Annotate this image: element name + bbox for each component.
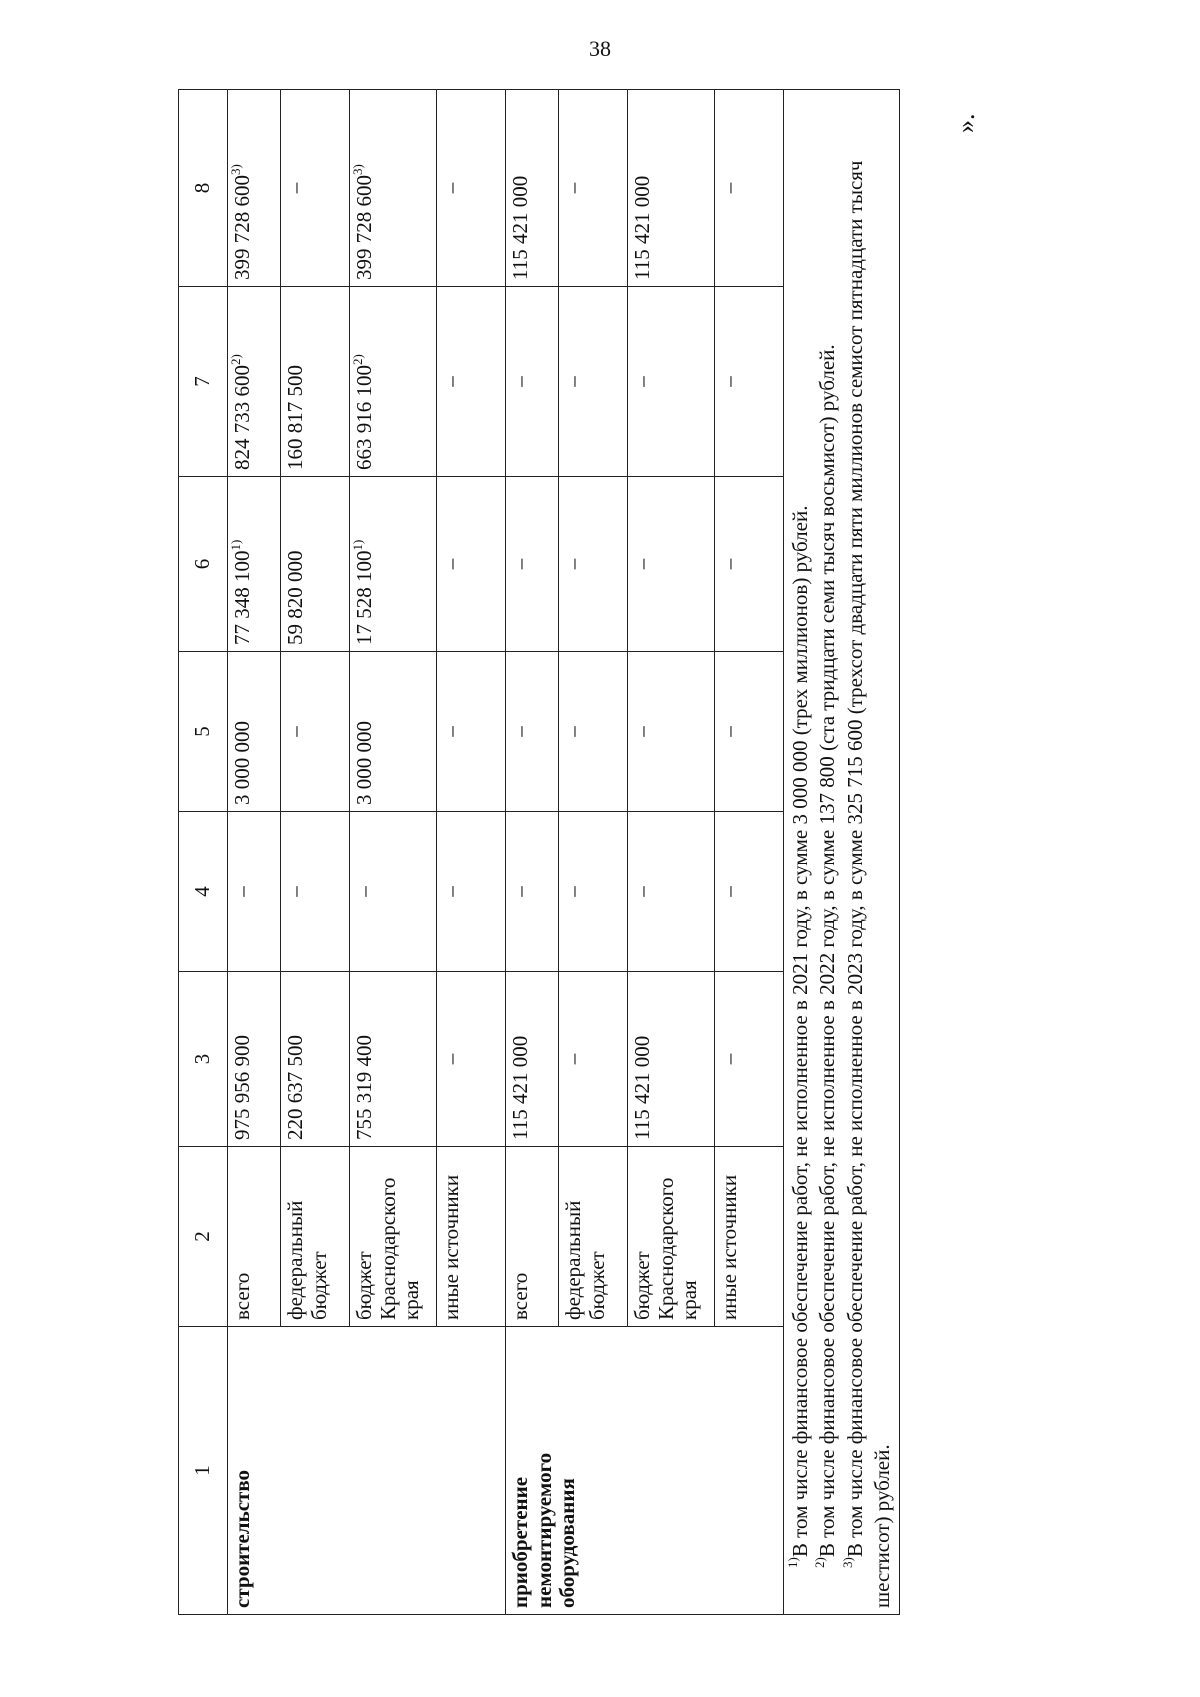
value-cell: 220 637 500: [281, 972, 350, 1147]
value-cell: –: [437, 972, 506, 1147]
value-cell: –: [715, 972, 784, 1147]
footnote-1: $^{1)}$В том числе финансовое обеспечение работ, не исполненное в 2021 году, в сумме 3 000 000 (трех миллионов) рублей.: [785, 505, 812, 1568]
table-row: [506, 90, 559, 1615]
footnote-ref: 3): [228, 164, 243, 175]
source-cell: бюджет Краснодарского края: [628, 1147, 715, 1327]
value-cell: –: [559, 652, 628, 812]
value-cell: –: [559, 812, 628, 972]
financing-table: [178, 89, 900, 1615]
value-cell: –: [506, 477, 559, 652]
value-cell: –: [628, 287, 715, 477]
value-cell: 115 421 000: [506, 972, 559, 1147]
column-header: 1: [179, 1327, 228, 1615]
value-cell: –: [559, 477, 628, 652]
value-cell: –: [437, 287, 506, 477]
value-cell: –: [437, 477, 506, 652]
footnote-ref: 1): [228, 539, 243, 551]
value-cell: –: [437, 812, 506, 972]
value-cell: 3 000 000: [228, 652, 281, 812]
footnote-ref: 2): [350, 354, 365, 365]
footnote-2: $^{2)}$В том числе финансовое обеспечение работ, не исполненное в 2022 году, в сумме 137 800 (ста тридцати семи тысяч восьмисот) рублей.: [812, 344, 840, 1568]
value-cell: 399 728 600$^{3)}$: [350, 90, 437, 287]
value-cell: –: [281, 812, 350, 972]
footnotes-row: [784, 90, 900, 1615]
value-cell: 663 916 100$^{2)}$: [350, 287, 437, 477]
value-cell: 115 421 000: [628, 90, 715, 287]
value-cell: –: [437, 90, 506, 287]
source-cell: федеральный бюджет: [559, 1147, 628, 1327]
column-header: 8: [179, 90, 228, 287]
header-row: [179, 90, 228, 1615]
column-header: 7: [179, 287, 228, 477]
rotated-table-container: [178, 90, 956, 1615]
value-cell: –: [506, 652, 559, 812]
column-header: 6: [179, 477, 228, 652]
source-cell: всего: [506, 1147, 559, 1327]
footnote-ref: 3): [350, 164, 365, 175]
value-cell: 160 817 500: [281, 287, 350, 477]
value-cell: –: [715, 287, 784, 477]
value-cell: –: [228, 812, 281, 972]
value-cell: 3 000 000: [350, 652, 437, 812]
value-cell: –: [715, 90, 784, 287]
value-cell: 115 421 000: [628, 972, 715, 1147]
value-cell: 824 733 600$^{2)}$: [228, 287, 281, 477]
value-cell: 755 319 400: [350, 972, 437, 1147]
value-cell: –: [715, 652, 784, 812]
page-number: 38: [589, 36, 611, 61]
footnote-3: $^{3)}$В том числе финансовое обеспечение работ, не исполненное в 2023 году, в сумме 325 715 600 (трехсот двадцати пяти миллионов семисот пятнадцати тысяч шестисот) рублей.: [839, 160, 894, 1608]
value-cell: –: [715, 812, 784, 972]
footnote-ref: 1): [350, 539, 365, 551]
closing-quote-mark: ».: [951, 113, 980, 133]
source-cell: иные источники: [715, 1147, 784, 1327]
column-header: 4: [179, 812, 228, 972]
value-cell: –: [559, 972, 628, 1147]
value-cell: –: [281, 652, 350, 812]
source-cell: иные источники: [437, 1147, 506, 1327]
value-cell: 59 820 000: [281, 477, 350, 652]
value-cell: 77 348 100$^{1)}$: [228, 477, 281, 652]
footnote-ref: 2): [228, 354, 243, 365]
column-header: 3: [179, 972, 228, 1147]
value-cell: –: [628, 812, 715, 972]
footnotes-cell: [784, 90, 900, 1615]
value-cell: –: [350, 812, 437, 972]
value-cell: –: [628, 477, 715, 652]
column-header: 2: [179, 1147, 228, 1327]
value-cell: –: [559, 90, 628, 287]
source-cell: всего: [228, 1147, 281, 1327]
value-cell: –: [506, 287, 559, 477]
value-cell: –: [628, 652, 715, 812]
category-equipment: приобретение немонтируемого оборудования: [506, 1327, 784, 1615]
value-cell: 975 956 900: [228, 972, 281, 1147]
value-cell: –: [506, 812, 559, 972]
table-row: [228, 90, 281, 1615]
value-cell: 399 728 600$^{3)}$: [228, 90, 281, 287]
value-cell: –: [437, 652, 506, 812]
value-cell: –: [715, 477, 784, 652]
source-cell: федеральный бюджет: [281, 1147, 350, 1327]
value-cell: 115 421 000: [506, 90, 559, 287]
column-header: 5: [179, 652, 228, 812]
value-cell: 17 528 100$^{1)}$: [350, 477, 437, 652]
source-cell: бюджет Краснодарского края: [350, 1147, 437, 1327]
category-construction: строительство: [228, 1327, 506, 1615]
value-cell: –: [559, 287, 628, 477]
value-cell: –: [281, 90, 350, 287]
